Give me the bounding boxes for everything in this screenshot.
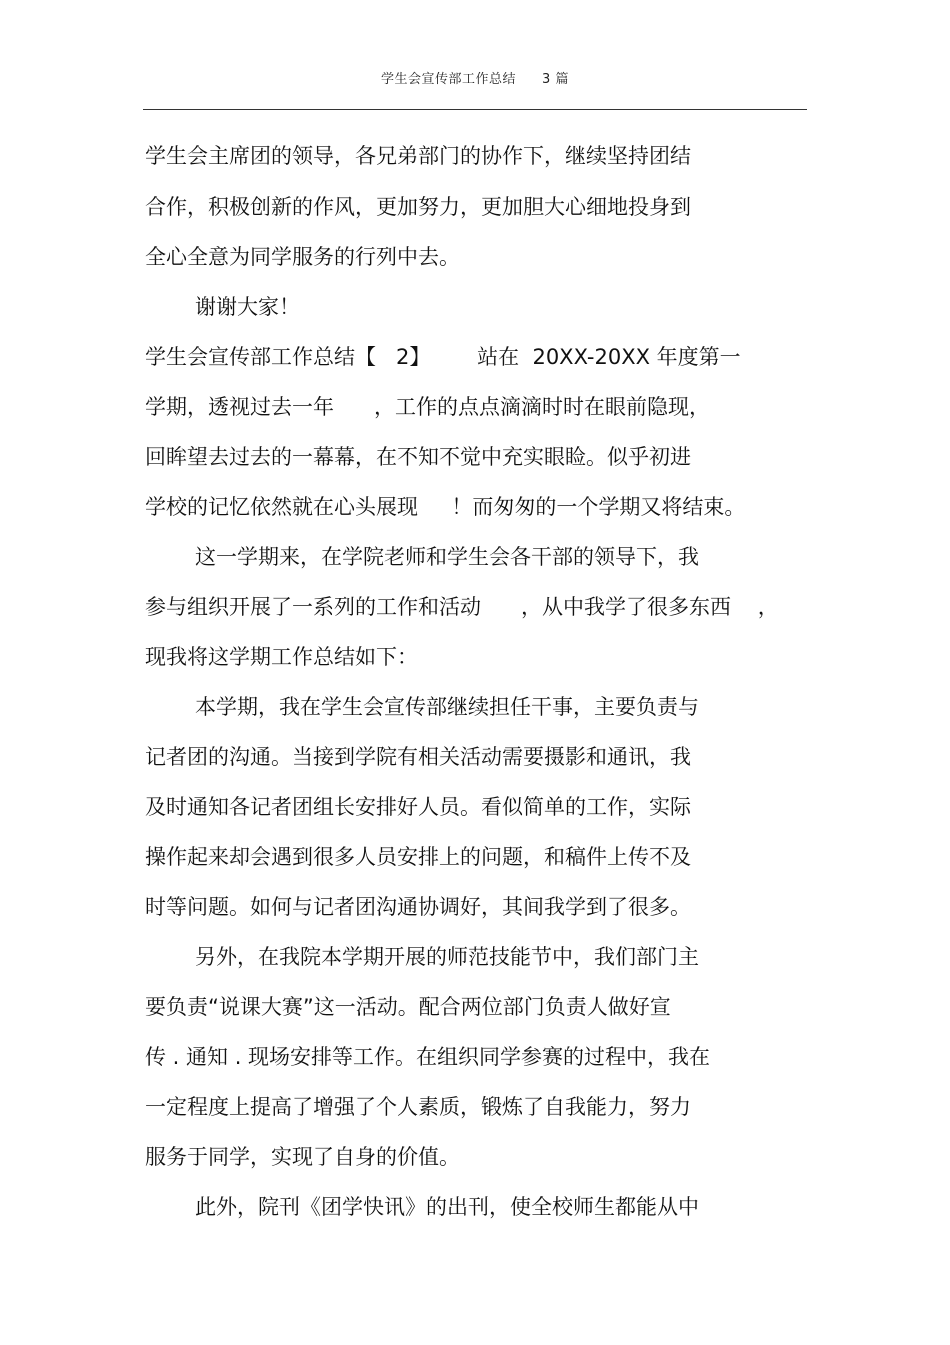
text-line: 另外，在我院本学期开展的师范技能节中，我们部门主 — [195, 945, 699, 969]
text-line: 谢谢大家！ — [195, 295, 300, 319]
text-line: 学生会宣传部工作总结【 2】 站在 20XX-20XX 年度第一 — [145, 345, 741, 369]
text-line: 学校的记忆依然就在心头展现 ！而匆匆的一个学期又将结束。 — [145, 495, 746, 519]
text-line: 操作起来却会遇到很多人员安排上的问题，和稿件上传不及 — [145, 845, 691, 869]
text-line: 服务于同学，实现了自身的价值。 — [145, 1145, 460, 1169]
text-line: 要负责“说课大赛”这一活动。配合两位部门负责人做好宣 — [145, 995, 671, 1019]
text-line: 现我将这学期工作总结如下： — [145, 645, 418, 669]
text-line: 参与组织开展了一系列的工作和活动 ，从中我学了很多东西 ， — [145, 595, 779, 619]
text-line: 合作，积极创新的作风，更加努力，更加胆大心细地投身到 — [145, 195, 691, 219]
header-count: 3 篇 — [542, 72, 569, 87]
text-line: 一定程度上提高了增强了个人素质，锻炼了自我能力，努力 — [145, 1095, 691, 1119]
text-line: 时等问题。如何与记者团沟通协调好，其间我学到了很多。 — [145, 895, 691, 919]
text-line: 全心全意为同学服务的行列中去。 — [145, 245, 460, 269]
text-line: 传 . 通知 . 现场安排等工作。在组织同学参赛的过程中，我在 — [145, 1045, 711, 1069]
header-title: 学生会宣传部工作总结 — [381, 72, 517, 87]
text-line: 及时通知各记者团组长安排好人员。看似简单的工作，实际 — [145, 795, 691, 819]
text-line: 此外，院刊《团学快讯》的出刊，使全校师生都能从中 — [195, 1195, 699, 1219]
text-line: 记者团的沟通。当接到学院有相关活动需要摄影和通讯，我 — [145, 745, 691, 769]
text-line: 这一学期来，在学院老师和学生会各干部的领导下，我 — [195, 545, 699, 569]
page-header — [0, 68, 950, 87]
text-line: 学生会主席团的领导，各兄弟部门的协作下，继续坚持团结 — [145, 144, 691, 168]
header-rule — [143, 109, 807, 110]
text-line: 学期，透视过去一年 ，工作的点点滴滴时时在眼前隐现， — [145, 395, 711, 419]
text-line: 回眸望去过去的一幕幕，在不知不觉中充实眼睑。似乎初进 — [145, 445, 691, 469]
text-line: 本学期，我在学生会宣传部继续担任干事，主要负责与 — [195, 695, 699, 719]
